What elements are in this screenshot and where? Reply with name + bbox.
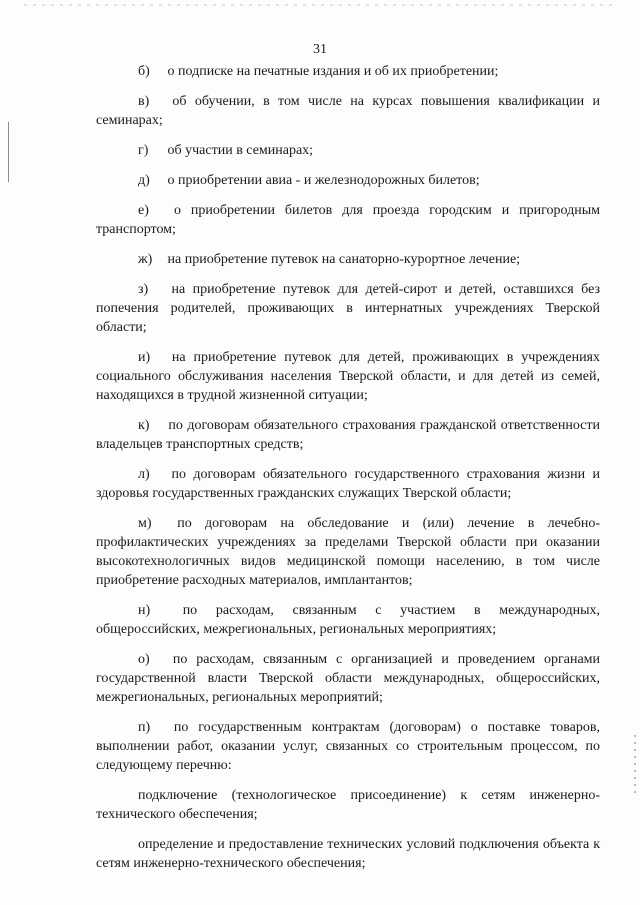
document-body [96, 62, 600, 884]
list-item-l [96, 465, 600, 503]
list-item-zh [96, 250, 600, 269]
scan-artifact-top [24, 4, 616, 6]
list-marker: к) [138, 418, 150, 433]
list-item-k [96, 416, 600, 454]
list-marker: о) [138, 652, 150, 667]
list-item-text: на приобретение путевок для детей, проживающих в учреждениях социального обслуживания населения Тверской области, и для детей из семей, находящихся в трудной жизненной ситуации; [96, 350, 600, 403]
list-marker: ж) [138, 252, 153, 267]
list-item-text: о приобретении билетов для проезда городским и пригородным транспортом; [96, 203, 601, 237]
list-item-e [96, 201, 600, 239]
list-item-text: по расходам, связанным с участием в международных, общероссийских, межрегиональных, региональных мероприятиях; [96, 603, 600, 637]
list-marker: л) [138, 467, 150, 482]
list-marker: д) [138, 173, 150, 188]
page-number: 31 [313, 42, 327, 57]
list-marker: н) [138, 603, 151, 618]
list-item-b [96, 62, 600, 81]
sub-item: определение и предоставление технических условий подключения объекта к сетям инженерно-технического обеспечения; [96, 837, 600, 871]
list-item-text: на приобретение путевок для детей-сирот и детей, оставшихся без попечения родителей, проживающих в интернатных учреждениях Тверской области; [96, 282, 600, 335]
list-item-g [96, 141, 600, 160]
list-marker: п) [138, 720, 151, 735]
list-item-text: об обучении, в том числе на курсах повышения квалификации и семинарах; [96, 94, 600, 128]
list-item-text: о приобретении авиа - и железнодорожных билетов; [167, 173, 480, 188]
list-item-i [96, 348, 600, 405]
list-item-o [96, 650, 600, 707]
list-item-d [96, 171, 600, 190]
list-item-text: об участии в семинарах; [167, 143, 314, 158]
list-marker: б) [138, 64, 150, 79]
list-item-n [96, 601, 600, 639]
sub-item: подключение (технологическое присоединение) к сетям инженерно-технического обеспечения; [96, 788, 600, 822]
list-item-text: на приобретение путевок на санаторно-курортное лечение; [167, 252, 521, 267]
list-marker: г) [138, 143, 149, 158]
list-item-text: по договорам обязательного страхования гражданской ответственности владельцев транспортных средств; [96, 418, 600, 452]
list-marker: з) [138, 282, 149, 297]
list-item-z [96, 280, 600, 337]
scan-artifact-right [634, 735, 636, 795]
scan-margin-mark [8, 122, 9, 182]
list-marker: в) [138, 94, 150, 109]
list-marker: е) [138, 203, 149, 218]
list-item-text: о подписке на печатные издания и об их приобретении; [167, 64, 499, 79]
list-item-p [96, 718, 600, 775]
list-item-v [96, 92, 600, 130]
list-item-text: по расходам, связанным с организацией и проведением органами государственной власти Тверской области международных, общероссийских, межрегиональных, региональных мероприятий; [96, 652, 601, 705]
list-marker: и) [138, 350, 151, 365]
list-item-text: по государственным контрактам (договорам) о поставке товаров, выполнении работ, оказании услуг, связанных со строительным процессом, по следующему перечню: [96, 720, 601, 773]
list-item-text: по договорам на обследование и (или) лечение в лечебно-профилактических учреждениях за пределами Тверской области при оказании высокотехнологичных видов медицинской помощи населению, в том числе приобретение расходных материалов, имплантантов; [96, 516, 601, 588]
list-item-m [96, 514, 600, 590]
list-item-text: по договорам обязательного государственного страхования жизни и здоровья государственных гражданских служащих Тверской области; [96, 467, 600, 501]
list-marker: м) [138, 516, 152, 531]
